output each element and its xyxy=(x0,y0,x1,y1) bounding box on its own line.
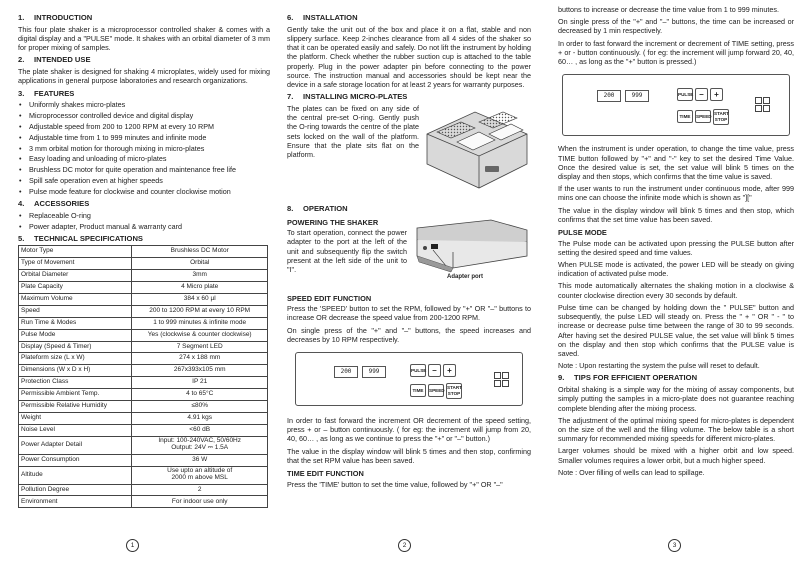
list-item: • Uniformly shakes micro-plates xyxy=(29,100,270,109)
pulse-button[interactable]: PULSE xyxy=(410,364,426,377)
table-row xyxy=(19,294,268,306)
plus-button[interactable]: + xyxy=(443,364,456,377)
spec-label: Permissible Relative Humidity xyxy=(19,401,132,413)
time-display: 999 xyxy=(362,366,386,378)
speed-fast-forward-text: In order to fast forward the increment OR decrement of the speed setting, press + or – button continuously. ( for eg: the increment will jump from 20, 40, 60… , as long as we continue to press the "+" or "–" button.) xyxy=(287,416,531,444)
section-features-heading: 3. FEATURES xyxy=(18,88,75,98)
spec-label: Plateform size (L x W) xyxy=(19,353,132,365)
time-edit-text: Press the 'TIME' button to set the time value, followed by "+" OR "–" xyxy=(287,479,503,489)
time-fast-forward-text: In order to fast forward the increment or decrement of TIME setting, press + or - button continuously. ( for eg: the increment will jump forward 20, 40, 60… , as long as the "+" button is pressed.) xyxy=(558,38,794,67)
start-stop-button[interactable]: START STOP xyxy=(446,383,462,399)
table-row xyxy=(19,424,268,436)
spec-label: Run Time & Modes xyxy=(19,317,132,329)
spec-label: Permissible Ambient Temp. xyxy=(19,389,132,401)
spec-value: Brushless DC Motor xyxy=(132,246,268,258)
spec-value: Orbital xyxy=(132,258,268,270)
pulse-text-4: Pulse time can be changed by holding down the " PULSE" button and subsequently, the pulse LED will steady on. Press the " + " OR " - " to increase or decrease pulse time between the range of 30 to 99 seconds. After having set the desired PULSE value, the set value will blink 5 times on the display and then stop which confirms that the PULSE value is saved. xyxy=(558,302,794,358)
start-stop-button[interactable]: START STOP xyxy=(713,109,729,125)
table-row xyxy=(19,401,268,413)
time-single-press-text: On single press of the "+" and "–" buttons, the time can be increased or decreased by 1 min respectively. xyxy=(558,17,794,36)
time-display: 999 xyxy=(625,90,649,102)
section-micro-plates-heading: 7. INSTALLING MICRO-PLATES xyxy=(287,92,408,102)
spec-value: 2 xyxy=(132,484,268,496)
table-row xyxy=(19,412,268,424)
spec-label: Type of Movement xyxy=(19,258,132,270)
list-item: • Spill safe operation even at higher speeds xyxy=(29,176,270,185)
table-row xyxy=(19,484,268,496)
powering-subheading: POWERING THE SHAKER xyxy=(287,217,379,227)
accessories-list xyxy=(18,211,270,231)
speed-edit-heading: SPEED EDIT FUNCTION xyxy=(287,293,372,303)
pulse-text-1: The Pulse mode can be activated upon pressing the PULSE button after setting the desired speed and time values. xyxy=(558,238,794,257)
table-row xyxy=(19,353,268,365)
spec-value: 4 to 65°C xyxy=(132,389,268,401)
spec-value: 7 Segment LED xyxy=(132,341,268,353)
list-item: • Brushless DC motor for quite operation and maintenance free life xyxy=(29,165,270,174)
spec-value: 36 W xyxy=(132,454,268,466)
table-row xyxy=(19,329,268,341)
section-specifications-heading: 5. TECHNICAL SPECIFICATIONS xyxy=(18,233,143,243)
page-2 xyxy=(287,10,531,492)
spec-value: ≤80% xyxy=(132,401,268,413)
table-row xyxy=(19,246,268,258)
spec-value: 200 to 1200 RPM at every 10 RPM xyxy=(132,305,268,317)
pulse-mode-heading: PULSE MODE xyxy=(558,228,607,238)
spec-value: <60 dB xyxy=(132,424,268,436)
speed-button[interactable]: SPEED xyxy=(695,110,711,123)
pulse-text-2: When PULSE mode is activated, the power LED will be steady on giving indication of activated pulse mode. xyxy=(558,259,794,279)
table-row xyxy=(19,317,268,329)
spec-value: 384 x 60 µl xyxy=(132,294,268,306)
spec-label: Altitude xyxy=(19,466,132,484)
list-item: • Adjustable speed from 200 to 1200 RPM at every 10 RPM xyxy=(29,122,270,131)
spec-label: Plate Capacity xyxy=(19,282,132,294)
spec-label: Display (Speed & Timer) xyxy=(19,341,132,353)
control-panel-illustration xyxy=(295,352,523,406)
table-row xyxy=(19,454,268,466)
section-intended-use-heading: 2. INTENDED USE xyxy=(18,55,91,65)
spec-label: Environment xyxy=(19,496,132,508)
spec-label: Pollution Degree xyxy=(19,484,132,496)
table-row xyxy=(19,377,268,389)
pulse-note: Note : Upon restarting the system the pulse will reset to default. xyxy=(558,361,760,371)
spec-value: For indoor use only xyxy=(132,496,268,508)
list-item: • Power adapter, Product manual & warranty card xyxy=(29,222,270,231)
table-row xyxy=(19,341,268,353)
spec-label: Motor Type xyxy=(19,246,132,258)
speed-display: 200 xyxy=(597,90,621,102)
page-number-3: 3 xyxy=(668,539,681,552)
spec-value: Input: 100-240VAC, 50/60Hz Output: 24V ⎓ 1.5A xyxy=(132,436,268,454)
speed-display: 200 xyxy=(334,366,358,378)
table-row xyxy=(19,466,268,484)
continuous-mode-text: If the user wants to run the instrument under continuous mode, after 999 mins one can choose the infinite mode which is shown as "][" xyxy=(558,184,794,203)
features-list xyxy=(18,100,270,196)
minus-button[interactable]: – xyxy=(428,364,441,377)
table-row xyxy=(19,282,268,294)
table-row xyxy=(19,436,268,454)
intended-use-text: The plate shaker is designed for shaking 4 microplates, widely used for mixing applications in general purpose laboratories and research organizations. xyxy=(18,67,270,86)
list-item: • Microprocessor controlled device and digital display xyxy=(29,111,270,120)
table-row xyxy=(19,258,268,270)
speed-edit-text-1: Press the 'SPEED' button to set the RPM, followed by "+" OR "–" buttons to increase OR decrease the speed value from 200-1200 RPM. xyxy=(287,304,531,323)
time-continued-text: buttons to increase or decrease the time value from 1 to 999 minutes. xyxy=(558,5,779,14)
speed-blink-text: The value in the display window will blink 5 times and then stop, confirming that the set RPM value has been saved. xyxy=(287,446,531,465)
spec-label: Weight xyxy=(19,412,132,424)
specifications-table xyxy=(18,245,268,508)
tips-text-2: The adjustment of the optimal mixing speed for micro-plates is dependent on the size of the well and the filling volume. The below table is a short summary for recommended mixing speeds for different micro-plates. xyxy=(558,415,794,444)
tips-note: Note : Over filling of wells can lead to spillage. xyxy=(558,467,705,477)
section-introduction-heading: 1. INTRODUCTION xyxy=(18,13,93,22)
spec-value: IP 21 xyxy=(132,377,268,389)
shaker-side-illustration xyxy=(411,216,531,286)
page-number-1: 1 xyxy=(126,539,139,552)
list-item: • Replaceable O-ring xyxy=(29,211,270,220)
pulse-text-3: This mode automatically alternates the shaking motion in a clockwise & counter clockwise direction every 30 seconds by default. xyxy=(558,281,794,300)
speed-button[interactable]: SPEED xyxy=(428,384,444,397)
window-icon xyxy=(494,372,508,386)
table-row xyxy=(19,389,268,401)
time-button[interactable]: TIME xyxy=(677,110,693,123)
control-panel-illustration xyxy=(562,74,790,136)
spec-value: Yes (clockwise & counter clockwise) xyxy=(132,329,268,341)
table-row xyxy=(19,496,268,508)
tips-text-1: Orbital shaking is a simple way for the mixing of assay components, but simply putting the samples in a micro-plate does not guarantee reaching complete blending after the mixing process. xyxy=(558,385,794,413)
list-item: • 3 mm orbital motion for thorough mixing in micro-plates xyxy=(29,144,270,153)
installation-text: Gently take the unit out of the box and place it on a flat, stable and non slippery surface. Keep 2-inches clearance from all 4 sides of the shaker so that it can be operated easily and safely. Do not lift the instrument by holding the platform. Check whether the rubber suction cup is attached to the table properly. Plug in the power adapter pin before connecting to the power source. The instruction manual and accessories should be kept near the device in a safe storage location for at least 2 years for warranty purposes. xyxy=(287,24,531,90)
time-edit-heading: TIME EDIT FUNCTION xyxy=(287,469,364,479)
window-icon xyxy=(755,97,769,111)
speed-edit-text-2: On single press of the "+" and "–" buttons, the speed increases and decreases by 10 RPM respectively. xyxy=(287,325,531,344)
tips-text-3: Larger volumes should be mixed with a higher orbit and low speed. Smaller volumes requires a lower orbit, but a much higher speed. xyxy=(558,446,794,465)
list-item: • Adjustable time from 1 to 999 minutes and infinite mode xyxy=(29,133,270,142)
spec-label: Protection Class xyxy=(19,377,132,389)
spec-label: Speed xyxy=(19,305,132,317)
micro-plates-illustration xyxy=(423,104,531,196)
time-blink-text: The value in the display window will blink 5 times and then stop, which confirms that the set time value has been saved. xyxy=(558,205,794,224)
plus-button[interactable]: + xyxy=(710,88,723,101)
time-change-text: When the instrument is under operation, to change the time value, press TIME button followed by "+" and "-" key to set the desired Time Value. Once the desired value is set, the set value will blink 5 times on the display and then stops, which confirms that the time value is saved. xyxy=(558,144,794,181)
spec-value: 1 to 999 minutes & infinite mode xyxy=(132,317,268,329)
section-accessories-heading: 4. ACCESSORIES xyxy=(18,198,90,208)
adapter-port-label: Adapter port xyxy=(447,273,483,280)
spec-value: 4.91 kgs xyxy=(132,412,268,424)
spec-label: Pulse Mode xyxy=(19,329,132,341)
section-installation-heading: 6. INSTALLATION xyxy=(287,13,358,22)
time-button[interactable]: TIME xyxy=(410,384,426,397)
spec-value: Use upto an altitude of 2000 m above MSL xyxy=(132,466,268,484)
minus-button[interactable]: – xyxy=(695,88,708,101)
table-row xyxy=(19,365,268,377)
section-operation-heading: 8. OPERATION xyxy=(287,203,348,213)
table-row xyxy=(19,305,268,317)
spec-label: Noise Level xyxy=(19,424,132,436)
list-item: • Easy loading and unloading of micro-plates xyxy=(29,154,270,163)
pulse-button[interactable]: PULSE xyxy=(677,88,693,101)
spec-value: 267x393x105 mm xyxy=(132,365,268,377)
powering-text: To start operation, connect the power adapter to the port at the left of the unit and subsequently flip the switch present at the left side of the unit to "I". xyxy=(287,228,407,275)
page-3 xyxy=(558,5,794,480)
introduction-text: This four plate shaker is a microprocessor controlled shaker & comes with a digital display and a "PULSE" mode. It shakes with an orbital diameter of 3 mm for proper mixing of samples. xyxy=(18,24,270,53)
spec-label: Dimensions (W x D x H) xyxy=(19,365,132,377)
spec-value: 3mm xyxy=(132,270,268,282)
spec-label: Orbital Diameter xyxy=(19,270,132,282)
spec-label: Power Consumption xyxy=(19,454,132,466)
page-1 xyxy=(18,10,270,508)
spec-label: Maximum Volume xyxy=(19,294,132,306)
section-tips-heading: 9. TIPS FOR EFFICIENT OPERATION xyxy=(558,373,698,383)
micro-plates-text: The plates can be fixed on any side of the central pre-set O-ring. Gently push the O-ring towards the centre of the plate sets locked on the wall of the platform. Ensure that the plate sits flat on the platform. xyxy=(287,103,419,160)
spec-value: 4 Micro plate xyxy=(132,282,268,294)
table-row xyxy=(19,270,268,282)
spec-label: Power Adapter Detail xyxy=(19,436,132,454)
list-item: • Pulse mode feature for clockwise and counter clockwise motion xyxy=(29,187,270,196)
page-number-2: 2 xyxy=(398,539,411,552)
spec-value: 274 x 188 mm xyxy=(132,353,268,365)
